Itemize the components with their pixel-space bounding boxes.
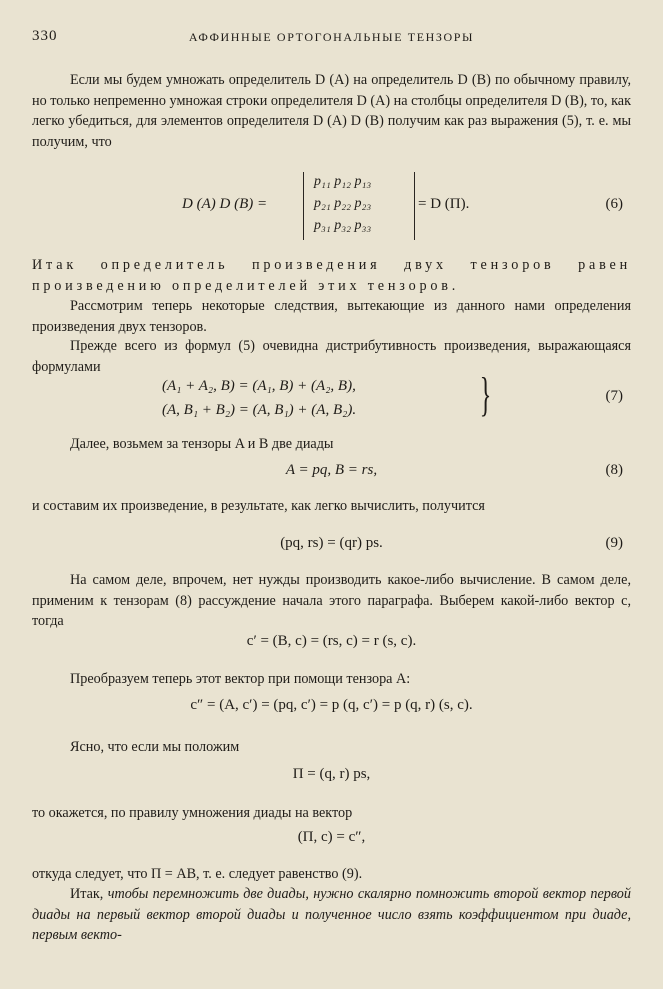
paragraph-clearly: Ясно, что если мы положим	[70, 739, 240, 755]
page-number: 330	[32, 28, 58, 44]
paragraph-dyads: Далее, возьмем за тензоры A и B две диады	[70, 436, 334, 452]
equation-6-right: = D (Π).	[418, 196, 470, 212]
equation-9-number: (9)	[605, 535, 623, 551]
paragraph-transform: Преобразуем теперь этот вектор при помощи тензора A:	[70, 671, 411, 687]
page-header	[32, 28, 631, 52]
paragraph-dyad-rule: то окажется, по правилу умножения диады на вектор	[32, 805, 353, 821]
determinant-row-3: p₃₁ p₃₂ p₃₃	[314, 218, 372, 233]
equation-c-double-prime: c″ = (A, c′) = (pq, c′) = p (q, c′) = p (q, r) (s, c).	[190, 697, 473, 713]
paragraph-conclusion: откуда следует, что Π = AB, т. е. следует равенство (9).	[32, 866, 363, 882]
paragraph-determinant-product: Если мы будем умножать определитель D (A) на определитель D (B) по обычному правилу, но только непременно умножая строки определителя D (A) на столбцы определителя D (B), то, как легко убедиться, для элементов определителя D (A) D (B) получим как раз выражения (5), т. е. мы получим, что	[32, 72, 631, 150]
equation-6-left: D (A) D (B) =	[182, 196, 268, 212]
equation-7-line-2: (A, B₁ + B₂) = (A, B₁) + (A, B₂).	[162, 402, 357, 418]
equation-c-prime: c′ = (B, c) = (rs, c) = r (s, c).	[246, 633, 417, 649]
summary-lead: Итак,	[70, 886, 104, 902]
determinant-matrix	[303, 172, 415, 240]
paragraph-rule-summary	[32, 884, 631, 946]
summary-italic-rule: чтобы перемножить две диады, нужно скалярно помножить второй вектор первой диады на первый вектор второй диады и полученное число взять коэффициентом при диаде, первым векто-	[32, 886, 631, 943]
equation-6-number: (6)	[605, 196, 623, 212]
paragraph-product: и составим их произведение, в результате, как легко вычислить, получится	[32, 498, 485, 514]
theorem-text: Итак определитель произведения двух тензоров равен произведению определителей этих тензоров.	[32, 257, 631, 294]
equation-7-line-1: (A₁ + A₂, B) = (A₁, B) + (A₂, B),	[162, 378, 356, 394]
paragraph-consequences: Рассмотрим теперь некоторые следствия, вытекающие из данного нами определения произведения двух тензоров.	[32, 298, 631, 335]
right-brace: }	[479, 368, 492, 421]
paragraph-no-computation: На самом деле, впрочем, нет нужды производить какое-либо вычисление. В самом деле, применим к тензорам (8) рассуждение начала этого параграфа. Выберем какой-либо вектор c, тогда	[32, 572, 631, 629]
determinant-row-2: p₂₁ p₂₂ p₂₃	[314, 196, 372, 211]
equation-8: A = pq, B = rs,	[285, 462, 378, 478]
equation-9: (pq, rs) = (qr) ps.	[280, 535, 383, 551]
equation-7-number: (7)	[605, 388, 623, 404]
equation-pi-c: (Π, c) = c″,	[297, 829, 366, 845]
paragraph-theorem	[32, 255, 631, 296]
running-title: АФФИННЫЕ ОРТОГОНАЛЬНЫЕ ТЕНЗОРЫ	[188, 30, 475, 44]
equation-8-number: (8)	[605, 462, 623, 478]
equation-pi: Π = (q, r) ps,	[292, 766, 371, 782]
determinant-row-1: p₁₁ p₁₂ p₁₃	[314, 174, 372, 189]
paragraph-distributivity: Прежде всего из формул (5) очевидна дистрибутивность произведения, выражающаяся формулами	[32, 338, 631, 375]
